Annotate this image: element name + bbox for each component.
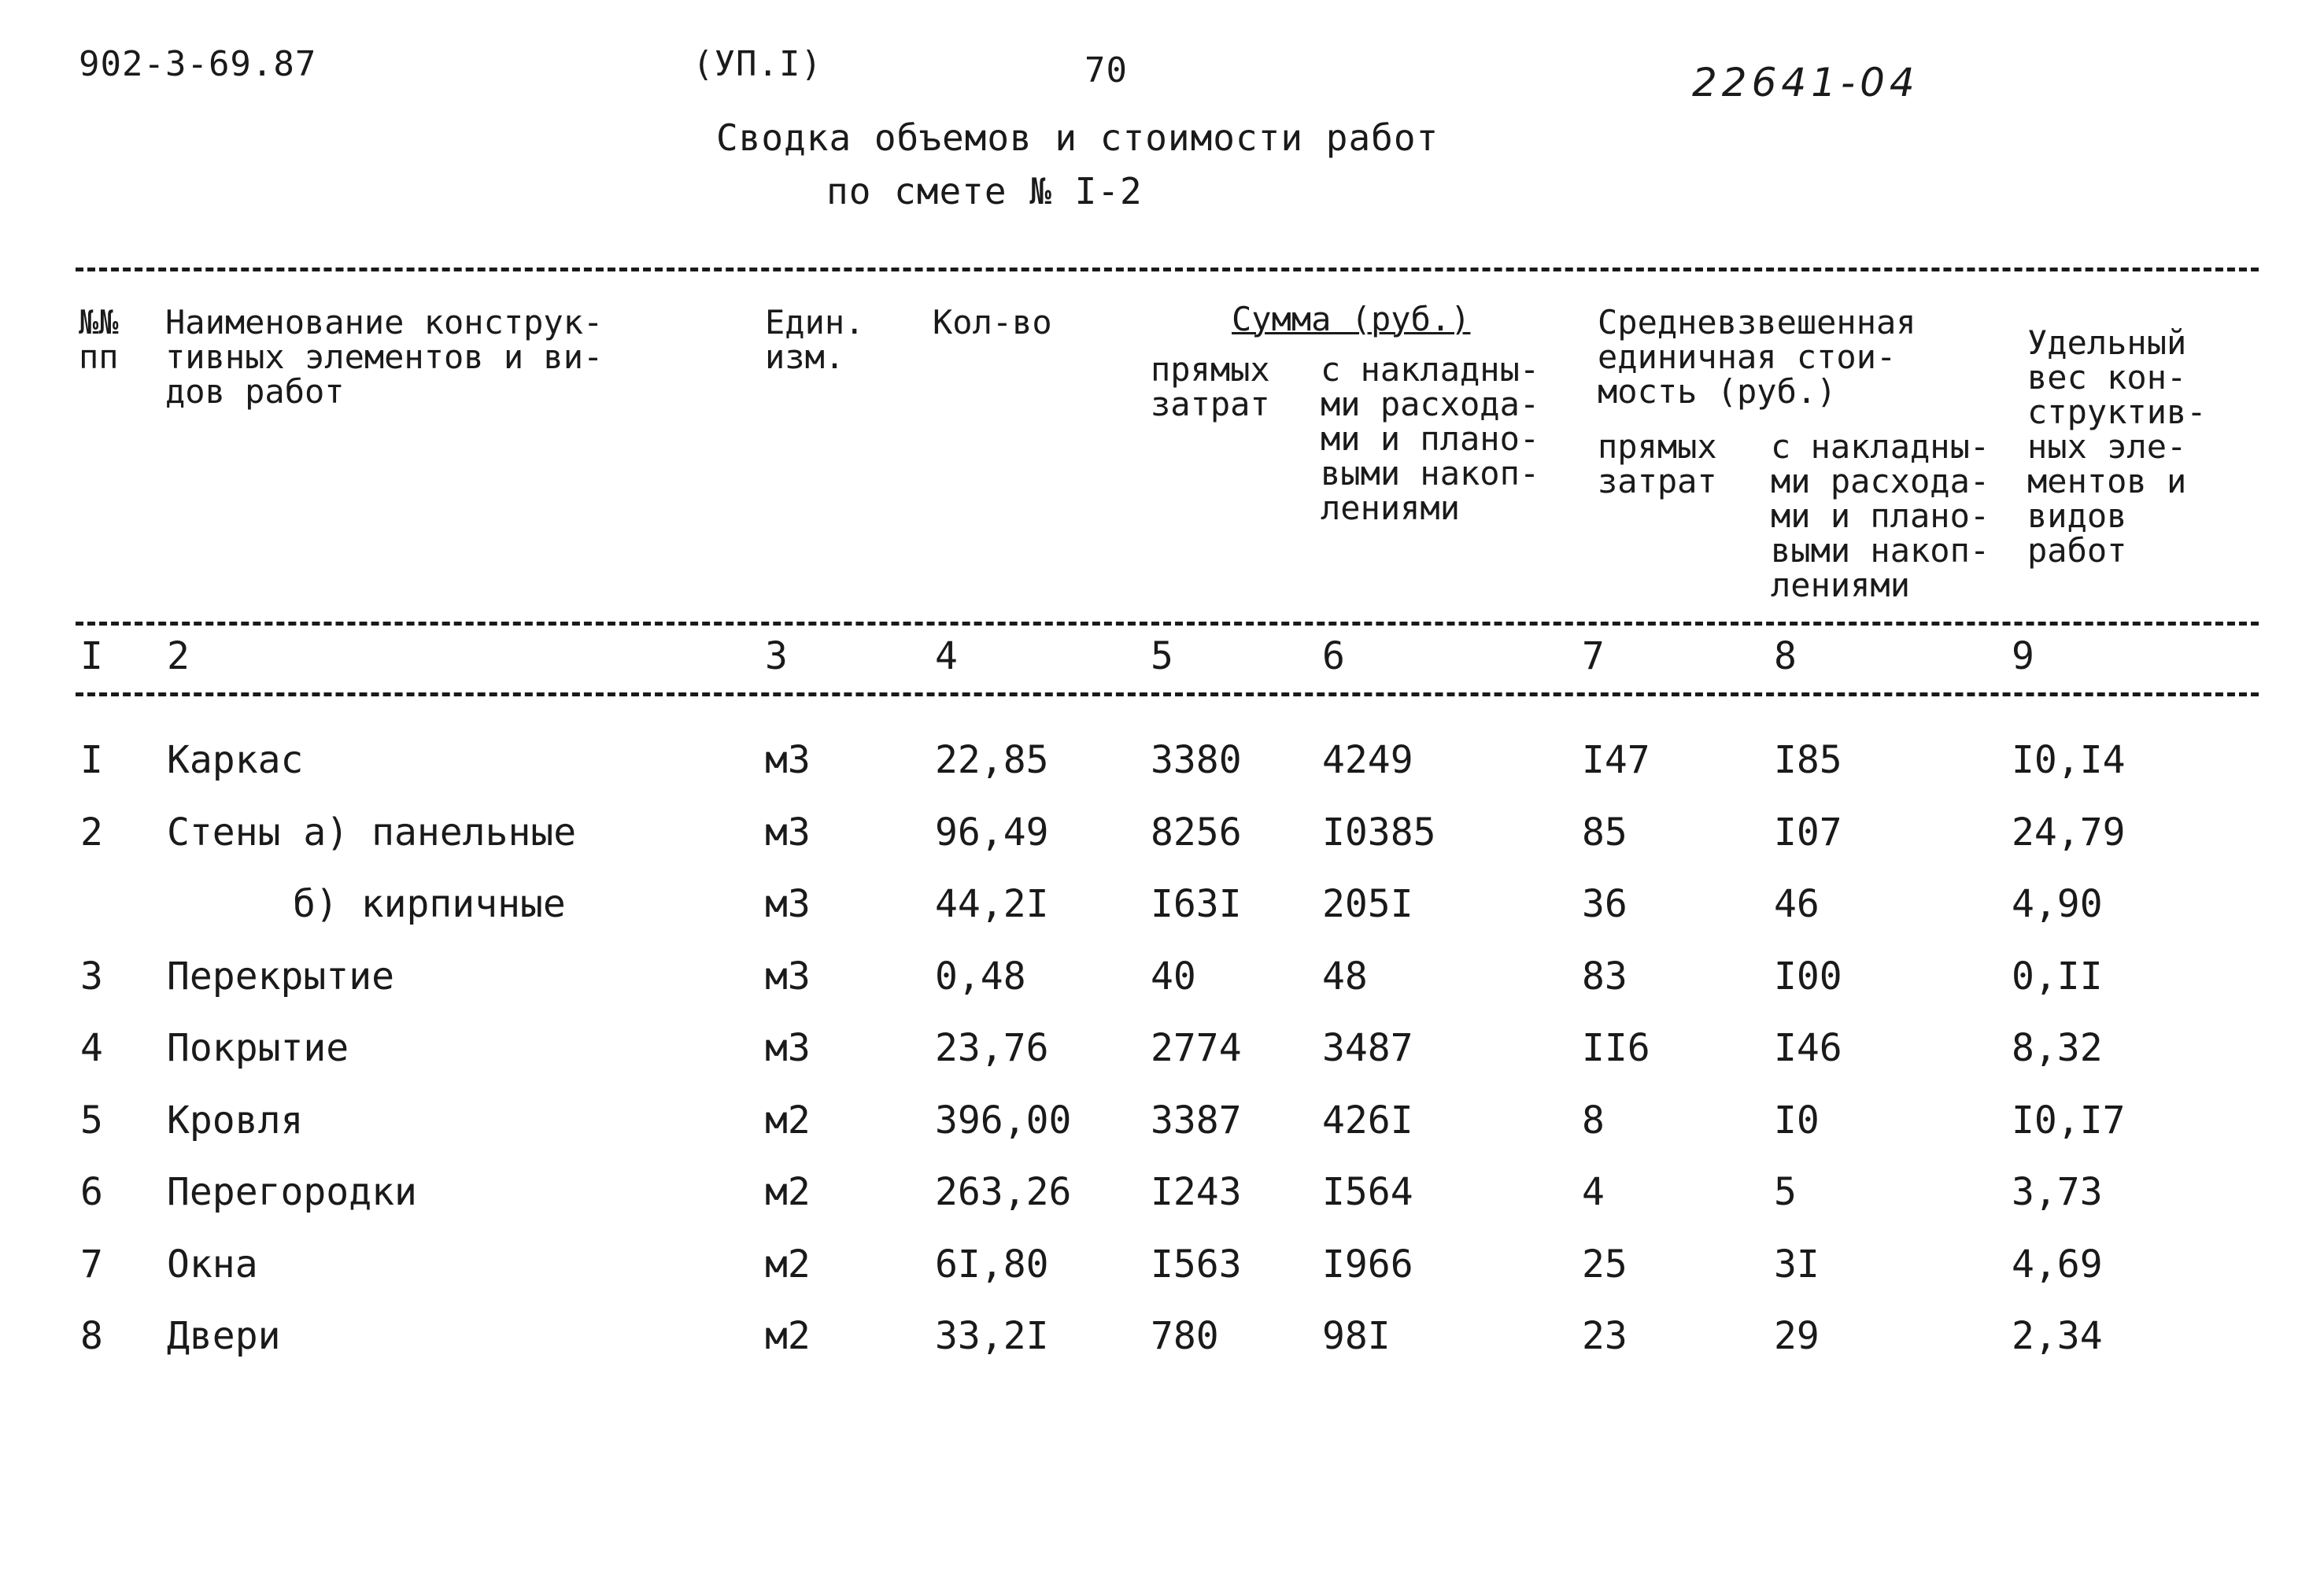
- row-sum-direct-cell: 3380: [1151, 738, 1242, 782]
- row-avg-overhead-cell: I07: [1774, 810, 1842, 855]
- document-title-line1: Сводка объемов и стоимости работ: [716, 116, 1439, 159]
- row-unit-cell: м2: [765, 1170, 811, 1214]
- row-avg-direct-cell: 36: [1582, 882, 1628, 926]
- col-number-1: I: [80, 634, 103, 678]
- col-header-avg-group: Средневзвешенная единичная стои- мость (руб.): [1598, 303, 1916, 411]
- row-name-cell: Перегородки: [167, 1170, 417, 1214]
- col-header-avg-overhead: с накладны- ми расхода- ми и плано- выми накоп- лениями: [1771, 427, 1990, 604]
- row-share-cell: I0,I7: [2012, 1098, 2126, 1143]
- row-sum-overhead-cell: I966: [1322, 1242, 1413, 1287]
- row-share-cell: 24,79: [2012, 810, 2126, 855]
- col-header-sum-overhead: с накладны- ми расхода- ми и плано- выми накоп- лениями: [1321, 350, 1540, 527]
- col-number-3: 3: [765, 634, 788, 678]
- row-avg-direct-cell: 83: [1582, 954, 1628, 999]
- section-label: (УП.I): [693, 44, 822, 84]
- row-share-cell: 2,34: [2012, 1314, 2103, 1358]
- row-unit-cell: м2: [765, 1314, 811, 1358]
- row-name-cell: Перекрытие: [167, 954, 394, 999]
- row-sum-direct-cell: I563: [1151, 1242, 1242, 1287]
- header-bottom-rule: [76, 622, 2259, 626]
- row-num-cell: 2: [80, 810, 103, 855]
- row-num-cell: 7: [80, 1242, 103, 1287]
- row-sum-overhead-cell: 205I: [1322, 882, 1413, 926]
- row-avg-overhead-cell: I85: [1774, 738, 1842, 782]
- row-share-cell: 0,II: [2012, 954, 2103, 999]
- page-number: 70: [1084, 50, 1128, 90]
- row-unit-cell: м3: [765, 1026, 811, 1070]
- row-share-cell: I0,I4: [2012, 738, 2126, 782]
- row-num-cell: 5: [80, 1098, 103, 1143]
- row-qty-cell: 96,49: [935, 810, 1049, 855]
- row-avg-overhead-cell: 5: [1774, 1170, 1797, 1214]
- row-sum-overhead-cell: 3487: [1322, 1026, 1413, 1070]
- row-unit-cell: м3: [765, 738, 811, 782]
- row-avg-overhead-cell: I46: [1774, 1026, 1842, 1070]
- row-qty-cell: 33,2I: [935, 1314, 1049, 1358]
- row-avg-direct-cell: II6: [1582, 1026, 1650, 1070]
- row-sum-direct-cell: 780: [1151, 1314, 1219, 1358]
- col-number-4: 4: [935, 634, 958, 678]
- row-name-cell: б) кирпичные: [293, 882, 566, 926]
- row-sum-overhead-cell: I564: [1322, 1170, 1413, 1214]
- col-number-7: 7: [1582, 634, 1605, 678]
- row-num-cell: 8: [80, 1314, 103, 1358]
- handwritten-code: 22641-04: [1692, 60, 1919, 105]
- row-num-cell: 4: [80, 1026, 103, 1070]
- row-name-cell: Окна: [167, 1242, 258, 1287]
- row-sum-overhead-cell: 98I: [1322, 1314, 1391, 1358]
- row-num-cell: I: [80, 738, 103, 782]
- row-sum-overhead-cell: I0385: [1322, 810, 1436, 855]
- row-share-cell: 8,32: [2012, 1026, 2103, 1070]
- row-avg-overhead-cell: 29: [1774, 1314, 1820, 1358]
- row-avg-overhead-cell: I0: [1774, 1098, 1820, 1143]
- col-header-qty: Кол-во: [933, 303, 1052, 341]
- row-unit-cell: м2: [765, 1098, 811, 1143]
- col-header-name: Наименование конструк- тивных элементов и ви- дов работ: [165, 303, 604, 411]
- col-header-avg-direct: прямых затрат: [1598, 427, 1717, 500]
- row-num-cell: 3: [80, 954, 103, 999]
- table-top-rule: [76, 268, 2259, 271]
- row-avg-direct-cell: I47: [1582, 738, 1650, 782]
- row-sum-direct-cell: I243: [1151, 1170, 1242, 1214]
- row-avg-direct-cell: 85: [1582, 810, 1628, 855]
- row-avg-direct-cell: 23: [1582, 1314, 1628, 1358]
- row-name-cell: Каркас: [167, 738, 304, 782]
- row-name-cell: Двери: [167, 1314, 281, 1358]
- row-unit-cell: м3: [765, 882, 811, 926]
- col-header-sum-group: Сумма (руб.): [1232, 300, 1471, 338]
- col-number-5: 5: [1151, 634, 1173, 678]
- row-avg-direct-cell: 4: [1582, 1170, 1605, 1214]
- row-sum-direct-cell: I63I: [1151, 882, 1242, 926]
- col-number-6: 6: [1322, 634, 1345, 678]
- document-code: 902-3-69.87: [79, 44, 317, 84]
- row-sum-direct-cell: 40: [1151, 954, 1196, 999]
- row-avg-overhead-cell: 46: [1774, 882, 1820, 926]
- column-numbers-rule: [76, 692, 2259, 696]
- row-share-cell: 4,69: [2012, 1242, 2103, 1287]
- row-sum-direct-cell: 3387: [1151, 1098, 1242, 1143]
- row-qty-cell: 44,2I: [935, 882, 1049, 926]
- row-qty-cell: 263,26: [935, 1170, 1072, 1214]
- row-qty-cell: 22,85: [935, 738, 1049, 782]
- row-qty-cell: 396,00: [935, 1098, 1072, 1143]
- col-header-unit: Един. изм.: [765, 303, 865, 376]
- row-name-cell: Кровля: [167, 1098, 304, 1143]
- row-sum-overhead-cell: 426I: [1322, 1098, 1413, 1143]
- row-avg-direct-cell: 8: [1582, 1098, 1605, 1143]
- col-header-num: №№ пп: [79, 303, 119, 376]
- row-unit-cell: м2: [765, 1242, 811, 1287]
- row-name-cell: Стены а) панельные: [167, 810, 577, 855]
- row-unit-cell: м3: [765, 954, 811, 999]
- row-avg-overhead-cell: 3I: [1774, 1242, 1820, 1287]
- row-sum-direct-cell: 8256: [1151, 810, 1242, 855]
- row-sum-overhead-cell: 4249: [1322, 738, 1413, 782]
- col-header-share: Удельный вес кон- структив- ных эле- ментов и видов работ: [2027, 323, 2207, 570]
- row-avg-overhead-cell: I00: [1774, 954, 1842, 999]
- row-sum-overhead-cell: 48: [1322, 954, 1368, 999]
- col-number-2: 2: [167, 634, 190, 678]
- row-qty-cell: 6I,80: [935, 1242, 1049, 1287]
- row-share-cell: 3,73: [2012, 1170, 2103, 1214]
- row-qty-cell: 23,76: [935, 1026, 1049, 1070]
- row-name-cell: Покрытие: [167, 1026, 349, 1070]
- col-header-sum-direct: прямых затрат: [1151, 350, 1270, 423]
- col-number-9: 9: [2012, 634, 2034, 678]
- row-share-cell: 4,90: [2012, 882, 2103, 926]
- document-title-line2: по смете № I-2: [826, 170, 1143, 212]
- row-unit-cell: м3: [765, 810, 811, 855]
- row-avg-direct-cell: 25: [1582, 1242, 1628, 1287]
- col-number-8: 8: [1774, 634, 1797, 678]
- row-num-cell: 6: [80, 1170, 103, 1214]
- row-qty-cell: 0,48: [935, 954, 1026, 999]
- row-sum-direct-cell: 2774: [1151, 1026, 1242, 1070]
